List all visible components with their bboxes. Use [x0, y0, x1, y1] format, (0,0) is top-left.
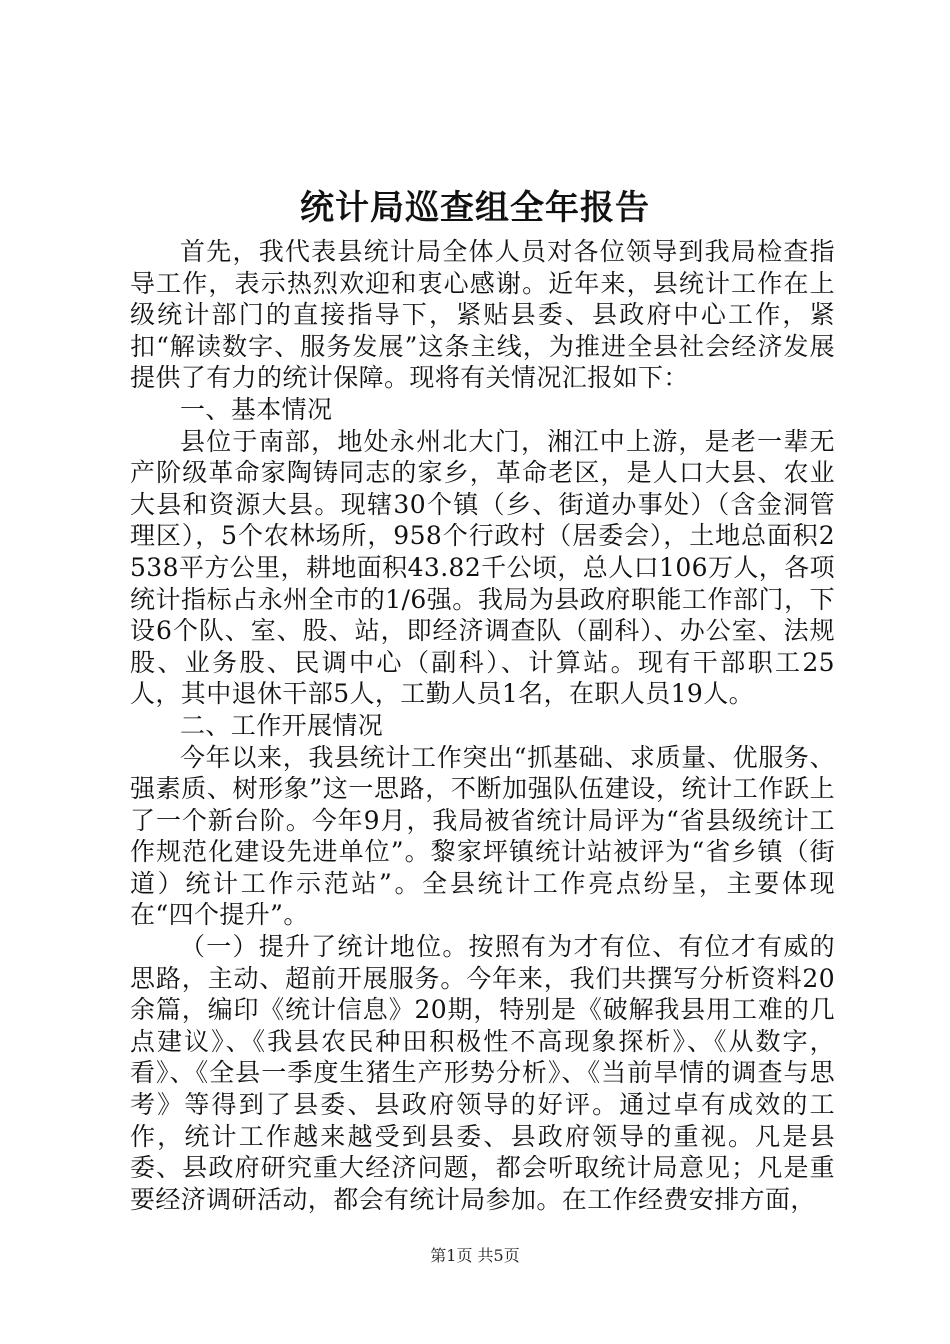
paragraph-basic-info: 县位于南部，地处永州北大门，湘江中上游，是老一辈无产阶级革命家陶铸同志的家乡，革命老区，是人口大县、农业大县和资源大县。现辖30个镇（乡、街道办事处）（含金洞管理区），5个农林场所，958个行政村（居委会），土地总面积2538平方公里，耕地面积43.82千公顷，总人口106万人，各项统计指标占永州全市的1/6强。我局为县政府职能工作部门，下设6个队、室、股、站，即经济调查队（副科）、办公室、法规股、业务股、民调中心（副科）、计算站。现有干部职工25人，其中退休干部5人，工勤人员1名，在职人员19人。 — [130, 426, 835, 709]
document-title: 统计局巡查组全年报告 — [300, 188, 650, 228]
section-heading-basic: 一、基本情况 — [180, 394, 333, 424]
section-heading-work: 二、工作开展情况 — [180, 710, 384, 740]
document-body — [130, 236, 835, 1215]
paragraph-work-overview: 今年以来，我县统计工作突出“抓基础、求质量、优服务、强素质、树形象”这一思路，不断加强队伍建设，统计工作跃上了一个新台阶。今年9月，我局被省统计局评为“省县级统计工作规范化建设先进单位”。黎家坪镇统计站被评为“省乡镇（街道）统计工作示范站”。全县统计工作亮点纷呈，主要体现在“四个提升”。 — [130, 742, 835, 930]
paragraph-status-improvement: （一）提升了统计地位。按照有为才有位、有位才有威的思路，主动、超前开展服务。今年来，我们共撰写分析资料20余篇，编印《统计信息》20期，特别是《破解我县用工难的几点建议》、《我县农民种田积极性不高现象探析》、《从数字，看》、《全县一季度生猪生产形势分析》、《当前旱情的调查与思考》等得到了县委、县政府领导的好评。通过卓有成效的工作，统计工作越来越受到县委、县政府领导的重视。凡是县委、县政府研究重大经济问题，都会听取统计局意见；凡是重要经济调研活动，都会有统计局参加。在工作经费安排方面， — [130, 932, 835, 1214]
page-footer: 第1页 共5页 — [430, 1246, 520, 1265]
paragraph-intro: 首先，我代表县统计局全体人员对各位领导到我局检查指导工作，表示热烈欢迎和衷心感谢。近年来，县统计工作在上级统计部门的直接指导下，紧贴县委、县政府中心工作，紧扣“解读数字、服务发展”这条主线，为推进全县社会经济发展提供了有力的统计保障。现将有关情况汇报如下： — [130, 237, 835, 393]
